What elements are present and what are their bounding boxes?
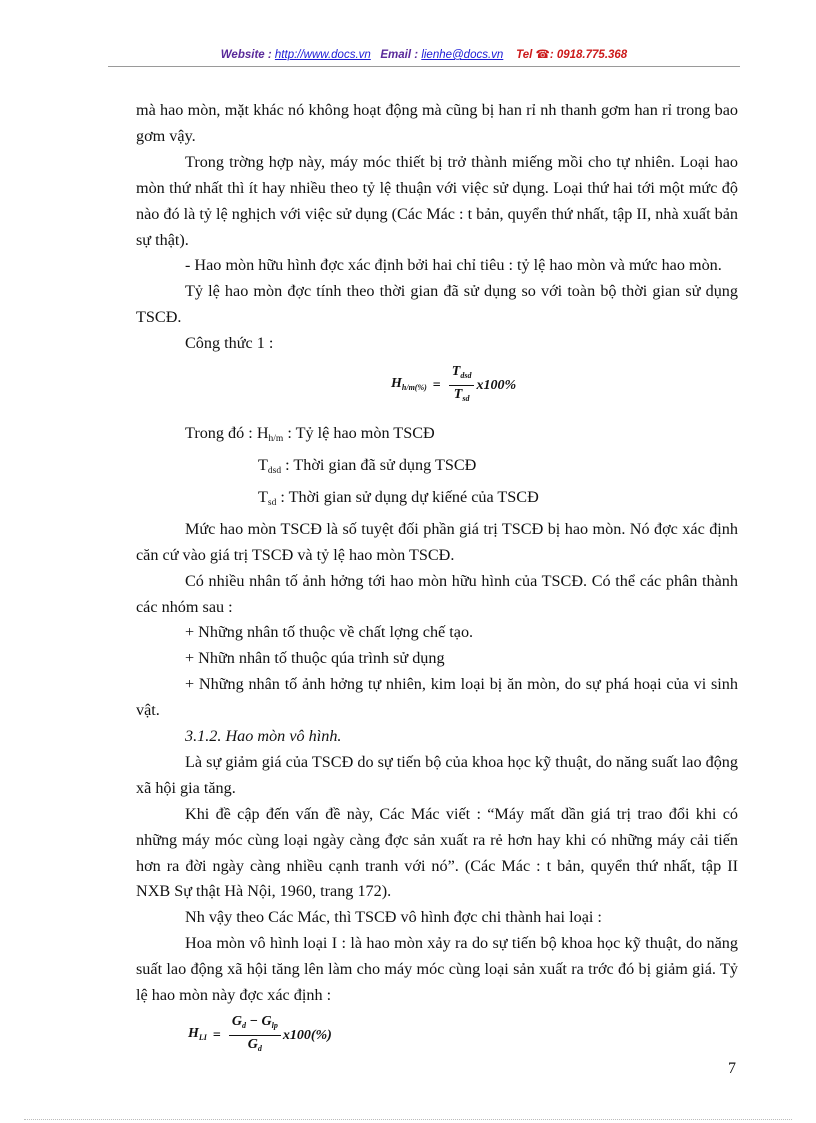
document-body [136, 98, 738, 1063]
page-bottom-divider [24, 1119, 792, 1120]
tel-label: Tel [516, 49, 533, 61]
website-link[interactable]: http://www.docs.vn [274, 49, 371, 61]
list-item: + Nhữn nhân tố thuộc qúa trình sử dụng [185, 649, 445, 668]
list-item: + Những nhân tố thuộc về chất lợng chế tạo. [185, 623, 474, 642]
formula-fraction: $\frac{G_d - G_{lp}}{G_d}$ [229, 1013, 281, 1058]
email-label: Email [380, 49, 412, 61]
formula-fraction: $\frac{T_{dsd}}{T_{sd}}$ [449, 363, 475, 408]
paragraph: Nh vậy theo Các Mác, thì TSCĐ vô hình đợc chi thành hai loại : [185, 908, 602, 927]
paragraph: - Hao mòn hữu hình đợc xác định bởi hai chỉ tiêu : tỷ lệ hao mòn và mức hao mòn. [185, 256, 722, 275]
paragraph: Khi đề cập đến vấn đề này, Các Mác viết : “Máy mất dần giá trị trao đổi khi có những máy móc cùng loại ngày càng đợc sản xuất ra rẻ hơn hay khi có những máy cải tiến hơn ra đời ngày càng nhiều cạnh tranh với nó”. (Các Mác : t bản, quyển thứ nhất, tập II NXB Sự thật Hà Nội, 1960, trang 172). [136, 804, 738, 901]
paragraph: Hoa mòn vô hình loại I : là hao mòn xảy ra do sự tiến bộ khoa học kỹ thuật, do năng suất lao động xã hội tăng lên làm cho máy móc cùng loại sản xuất ra trớc đó bị giảm giá. Tỷ lệ hao mòn này đợc xác định : [136, 934, 738, 1005]
paragraph: Có nhiều nhân tố ảnh hởng tới hao mòn hữu hình của TSCĐ. Có thể các phân thành các nhóm sau : [136, 571, 738, 616]
section-heading: 3.1.2. Hao mòn vô hình. [185, 727, 342, 746]
paragraph: Trong trờng hợp này, máy móc thiết bị trở thành miếng mồi cho tự nhiên. Loại hao mòn thứ nhất thì ít hay nhiều theo tỷ lệ thuận với việc sử dụng. Loại thứ hai tới một mức độ nào đó là tỷ lệ nghịch với việc sử dụng (Các Mác : t bản, quyển thứ nhất, tập II, nhà xuất bản sự thật). [136, 152, 738, 249]
definition-line: Tdsd : Thời gian đã sử dụng TSCĐ [258, 455, 477, 476]
header-divider [108, 66, 740, 67]
formula-tail: x100% [476, 377, 517, 393]
telephone-icon: ☎ [535, 49, 550, 61]
definition-line: Trong đó : Hh/m : Tỷ lệ hao mòn TSCĐ [185, 424, 435, 445]
tel-number: : 0918.775.368 [549, 49, 628, 61]
paragraph: Tỷ lệ hao mòn đợc tính theo thời gian đã sử dụng so với toàn bộ thời gian sử dụng TSCĐ. [136, 282, 738, 327]
email-link[interactable]: lienhe@docs.vn [421, 49, 504, 61]
formula-obsolescence-rate [136, 1009, 738, 1063]
formula-tail: x100(%) [282, 1027, 332, 1043]
page-header [108, 47, 740, 61]
formula-equals: = [212, 1027, 221, 1043]
formula-depreciation-rate [136, 357, 738, 421]
definition-line: Tsd : Thời gian sử dụng dự kiếné của TSCĐ [258, 487, 539, 508]
paragraph: Công thức 1 : [185, 334, 274, 353]
paragraph: mà hao mòn, mặt khác nó không hoạt động mà cũng bị han rỉ nh thanh gơm han rỉ trong bao gơm vậy. [136, 101, 738, 145]
website-label: Website : [220, 49, 272, 61]
formula-lhs: $H_{LI}$ [188, 1025, 207, 1042]
email-separator: : [414, 49, 419, 61]
paragraph: Mức hao mòn TSCĐ là số tuyệt đối phần giá trị TSCĐ bị hao mòn. Nó đợc xác định căn cứ vào giá trị TSCĐ và tỷ lệ hao mòn TSCĐ. [136, 519, 738, 564]
list-item: + Những nhân tố ảnh hởng tự nhiên, kim loại bị ăn mòn, do sự phá hoại của vi sinh vật. [136, 675, 738, 720]
paragraph: Là sự giảm giá của TSCĐ do sự tiến bộ của khoa học kỹ thuật, do năng suất lao động xã hội gia tăng. [136, 752, 738, 797]
formula-lhs: $H_{h/m(\%)}$ [391, 375, 427, 392]
page-number: 7 [728, 1060, 736, 1077]
formula-equals: = [432, 377, 441, 393]
